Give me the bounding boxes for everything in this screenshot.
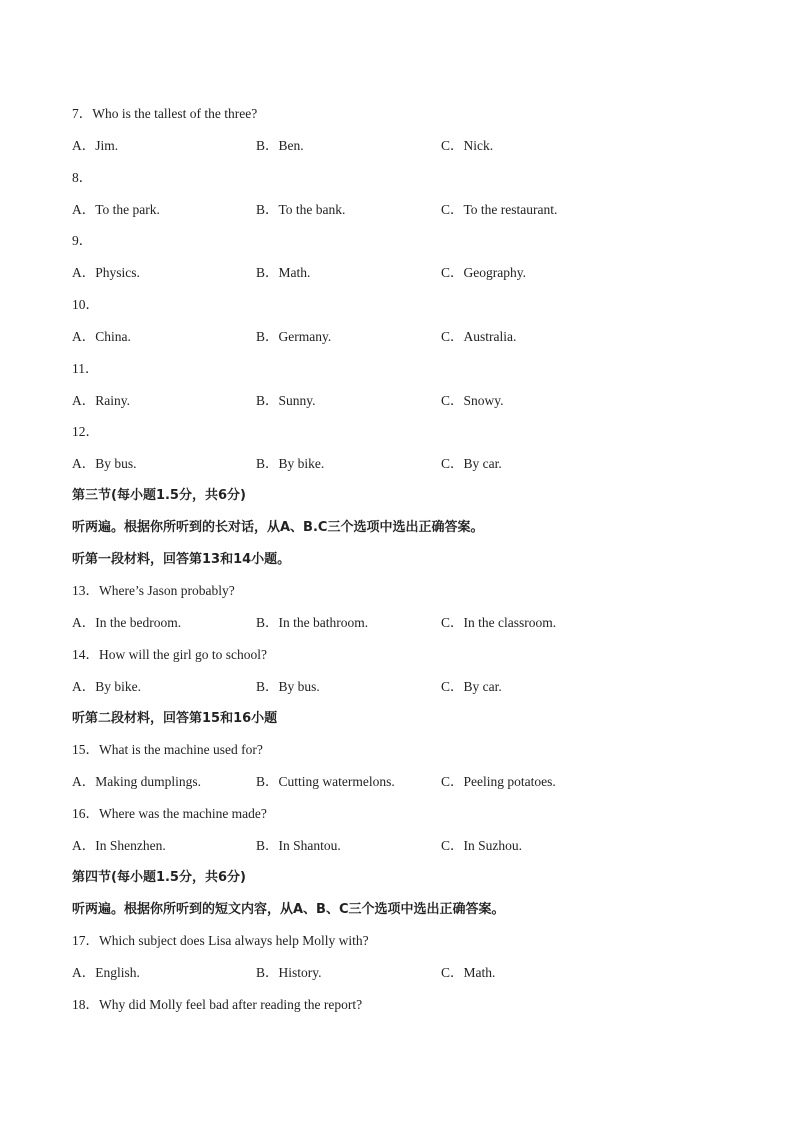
option-c: C．By car.: [441, 456, 502, 471]
question-10: 10．: [72, 297, 99, 312]
option-b: B．Germany.: [256, 329, 332, 344]
option-c: C．Australia.: [441, 329, 517, 344]
option-b: B．History.: [256, 965, 322, 980]
option-b: B．Sunny.: [256, 393, 316, 408]
option-b: B．Math.: [256, 265, 311, 280]
options-7: [72, 134, 732, 154]
option-c: C．Geography.: [441, 265, 526, 280]
options-12: [72, 452, 732, 472]
option-c: C．In Suzhou.: [441, 838, 522, 853]
option-c: C．Peeling potatoes.: [441, 774, 556, 789]
question-13: 13．Where’s Jason probably?: [72, 583, 235, 598]
option-b: B．In the bathroom.: [256, 615, 369, 630]
options-9: [72, 261, 732, 281]
question-7: 7．Who is the tallest of the three?: [72, 106, 258, 121]
options-16: [72, 834, 732, 854]
option-a: A．Rainy.: [72, 393, 130, 408]
option-b: B．Cutting watermelons.: [256, 774, 395, 789]
option-c: C．Math.: [441, 965, 496, 980]
option-c: C．Nick.: [441, 138, 494, 153]
option-a: A．China.: [72, 329, 131, 344]
question-18: 18．Why did Molly feel bad after reading the report?: [72, 997, 363, 1012]
option-a: A．Jim.: [72, 138, 119, 153]
question-12: 12．: [72, 424, 99, 439]
section-3-title: 第三节(每小题1.5分，共6分): [72, 488, 246, 503]
option-a: A．English.: [72, 965, 140, 980]
options-14: [72, 675, 732, 695]
options-10: [72, 325, 732, 345]
section-4-title: 第四节(每小题1.5分，共6分): [72, 870, 246, 885]
section-4-instructions: 听两遍。根据你所听到的短文内容，从A、B、C三个选项中选出正确答案。: [72, 902, 505, 917]
option-c: C．Snowy.: [441, 393, 504, 408]
passage-2-instructions: 听第二段材料，回答第15和16小题: [72, 711, 278, 726]
section-3-instructions: 听两遍。根据你所听到的长对话，从A、B.C三个选项中选出正确答案。: [72, 520, 484, 535]
option-a: A．In the bedroom.: [72, 615, 182, 630]
question-14: 14．How will the girl go to school?: [72, 647, 267, 662]
options-13: [72, 611, 732, 631]
option-b: B．In Shantou.: [256, 838, 341, 853]
question-17: 17．Which subject does Lisa always help Molly with?: [72, 933, 369, 948]
question-11: 11．: [72, 361, 99, 376]
options-17: [72, 961, 732, 981]
options-11: [72, 389, 732, 409]
options-15: [72, 770, 732, 790]
question-16: 16．Where was the machine made?: [72, 806, 267, 821]
option-c: C．In the classroom.: [441, 615, 557, 630]
option-b: B．To the bank.: [256, 202, 346, 217]
option-a: A．To the park.: [72, 202, 160, 217]
question-8: 8．: [72, 170, 93, 185]
option-a: A．By bike.: [72, 679, 141, 694]
option-c: C．To the restaurant.: [441, 202, 558, 217]
option-a: A．Physics.: [72, 265, 140, 280]
option-a: A．Making dumplings.: [72, 774, 202, 789]
option-b: B．By bus.: [256, 679, 320, 694]
question-15: 15．What is the machine used for?: [72, 742, 263, 757]
option-c: C．By car.: [441, 679, 502, 694]
passage-1-instructions: 听第一段材料，回答第13和14小题。: [72, 552, 291, 567]
option-a: A．In Shenzhen.: [72, 838, 166, 853]
option-b: B．Ben.: [256, 138, 304, 153]
option-a: A．By bus.: [72, 456, 137, 471]
option-b: B．By bike.: [256, 456, 325, 471]
question-9: 9．: [72, 233, 93, 248]
options-8: [72, 198, 732, 218]
